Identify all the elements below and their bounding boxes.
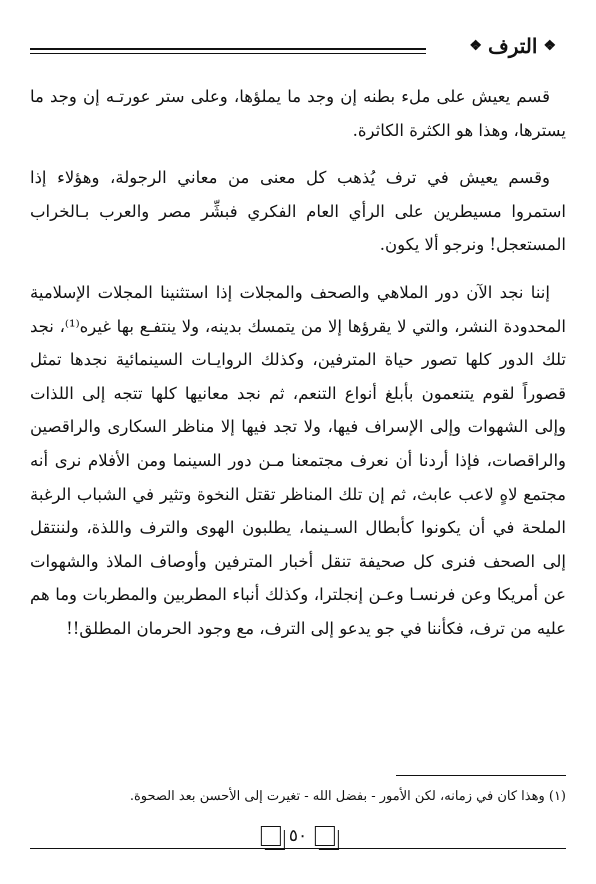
page-number-box (253, 826, 343, 846)
book-icon (261, 826, 281, 846)
running-title (469, 34, 556, 58)
footnote: (١) وهذا كان في زمانه، لكن الأمور - بفضل الله - تغيرت إلى الأحسن بعد الصحوة. (129, 789, 566, 804)
footnote-separator (396, 775, 566, 776)
ornament-icon: ❖ (543, 38, 556, 54)
ornament-icon: ❖ (469, 38, 482, 54)
page-footer (30, 826, 566, 856)
body-text (30, 80, 566, 660)
page-header (30, 34, 566, 64)
book-icon (315, 826, 335, 846)
header-rule (30, 48, 426, 54)
paragraph: إننا نجد الآن دور الملاهي والصحف والمجلات إذا استثنينا المجلات الإسلامية المحدودة النشر، والتي لا يقرؤها إلا من يتمسك بدينه، ولا ينتفـع بها غيره⁽¹⁾، نجد تلك الدور كلها تصور حياة المترفين، وكذلك الروايـات السينمائية نجدها تمثل قصوراً لقوم يتنعمون بأبلغ أنواع التنعم، ثم نجد معانيها كلها تتجه إلى اللذات وإلى الشهوات وإلى الإسراف فيها، ولا تجد فيها إلا مناظر السكارى والراقصين والراقصات، فإذا أردنا أن نعرف مجتمعنا مـن دور السينما ومن الأفلام نرى أنه مجتمع لاهٍ لاعب عابث، ثم إن تلك المناظر تقتل النخوة وتثير في الشباب الرغبة الملحة في أن يكونوا كأبطال السـينما، يطلبون الهوى والترف واللذة، ولننتقل إلى الصحف فنرى كل صحيفة تنقل أخبار المترفين وأوصاف الملاذ والشهوات عن أمريكا وعن فرنسـا وعـن إنجلترا، وكذلك أنباء المطربين والمطربات وما هم عليه من ترف، فكأننا في جو يدعو إلى الترف، مع وجود الحرمان المطلق!! (30, 282, 566, 638)
paragraph: وقسم يعيش في ترف يُذهب كل معنى من معاني الرجولة، وهؤلاء إذا استمروا مسيطرين على الرأي العام الفكري فبشِّر مصر والعرب بـالخراب المستعجل! ونرجو ألا يكون. (30, 168, 566, 255)
paragraph: قسم يعيش على ملء بطنه إن وجد ما يملؤها، وعلى ستر عورتـه إن وجد ما يسترها، وهذا هو الكثرة الكاثرة. (30, 87, 566, 140)
footer-rule (30, 848, 566, 849)
running-title-text: الترف (487, 34, 538, 58)
page-number: ٥٠ (288, 826, 308, 846)
